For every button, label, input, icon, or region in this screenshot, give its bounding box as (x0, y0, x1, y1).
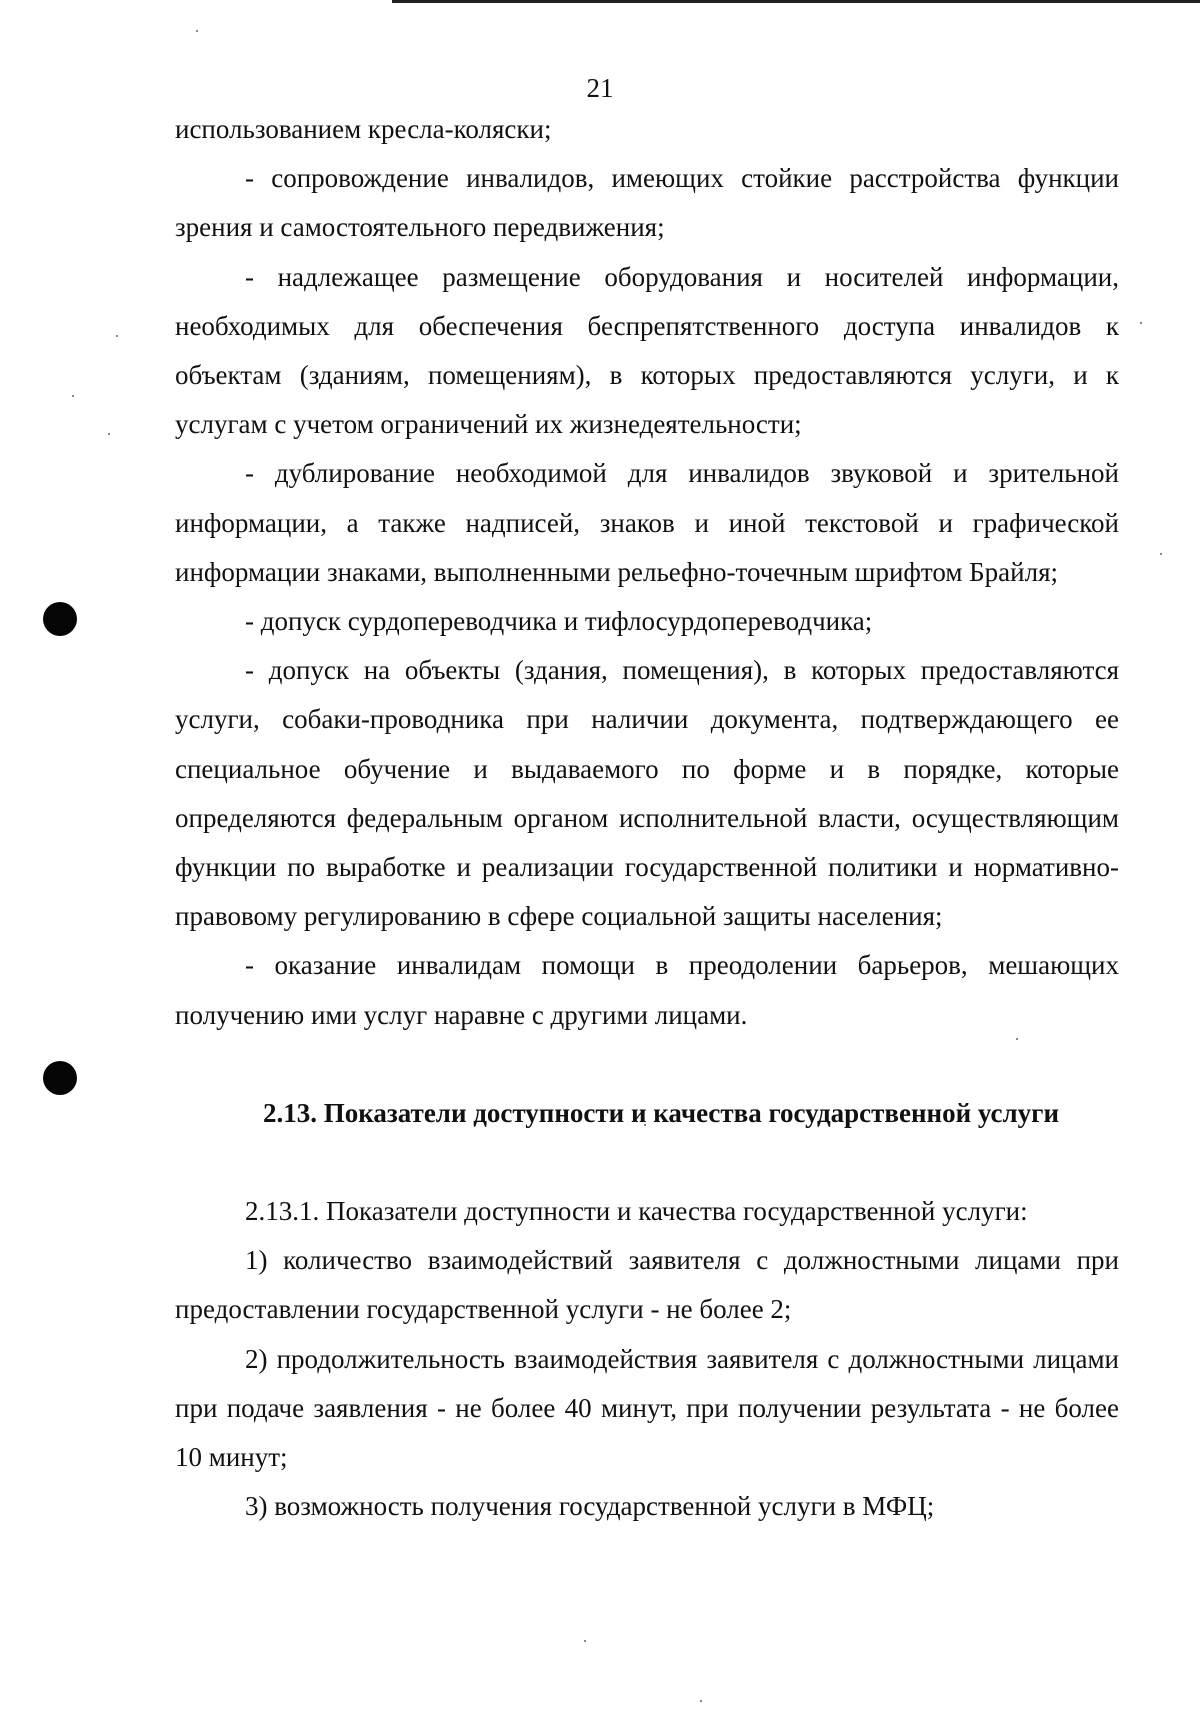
scan-speck (116, 335, 118, 337)
binder-hole-upper (43, 602, 77, 636)
binder-hole-lower (43, 1061, 77, 1095)
text-paragraph: использованием кресла-коляски; (175, 114, 552, 144)
page-number: 21 (586, 73, 614, 103)
document-body (175, 105, 1119, 1531)
scan-top-edge-line (392, 0, 1200, 3)
scan-speck (584, 1640, 586, 1642)
scan-speck (700, 1700, 702, 1702)
scan-speck (108, 433, 110, 435)
scan-speck (1160, 553, 1162, 555)
scan-speck (196, 30, 198, 32)
list-item: 2) продолжительность взаимодействия заявителя с должностными лицами при подаче заявления - не более 40 минут, при получении результата - не более 10 минут; (175, 1343, 1119, 1473)
list-item: 3) возможность получения государственной услуги в МФЦ; (245, 1491, 935, 1522)
text-paragraph: - дублирование необходимой для инвалидов звуковой и зрительной информации, а также надписей, знаков и иной текстовой и графической информации знаками, выполненными рельефно-точечным шрифтом Брайля; (175, 458, 1119, 587)
section-heading: 2.13. Показатели доступности и качества государственной услуги (263, 1097, 1059, 1128)
scan-speck (1140, 322, 1142, 324)
text-paragraph: - допуск на объекты (здания, помещения), в которых предоставляются услуги, собаки-проводника при наличии документа, подтверждающего ее специальное обучение и выдаваемого по форме и в порядке, которые определяются федеральным органом исполнительной власти, осуществляющим функции по выработке и реализации государственной политики и нормативно-правовому регулированию в сфере социальной защиты населения; (175, 655, 1119, 932)
scan-speck (72, 395, 74, 397)
text-paragraph: - надлежащее размещение оборудования и носителей информации, необходимых для обеспечения беспрепятственного доступа инвалидов к объектам (зданиям, помещениям), в которых предоставляются услуги, и к услугам с учетом ограничений их жизнедеятельности; (175, 261, 1119, 440)
text-paragraph: - допуск сурдопереводчика и тифлосурдопереводчика; (245, 606, 873, 637)
text-paragraph: 2.13.1. Показатели доступности и качества государственной услуги: (245, 1196, 1028, 1227)
text-paragraph: - оказание инвалидам помощи в преодолении барьеров, мешающих получению ими услуг наравне с другими лицами. (175, 950, 1119, 1030)
text-paragraph: - сопровождение инвалидов, имеющих стойкие расстройства функции зрения и самостоятельного передвижения; (175, 163, 1119, 243)
list-item: 1) количество взаимодействий заявителя с должностными лицами при предоставлении государственной услуги - не более 2; (175, 1245, 1119, 1325)
